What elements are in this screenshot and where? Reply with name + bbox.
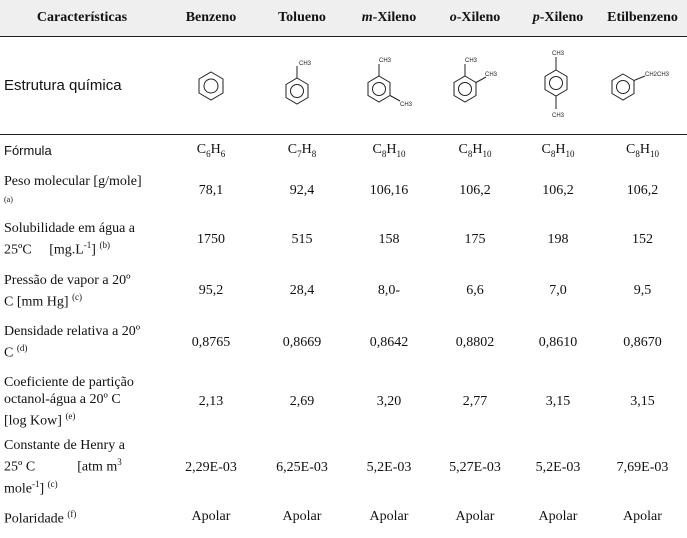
henry-m-xileno: 5,2E-03 [366,459,412,475]
densidade-line1: Densidade relativa a 20º [4,324,141,340]
densidade-tolueno: 0,8669 [282,334,322,350]
formula-c: C [458,142,468,158]
peso-label [0,167,164,215]
pressao-ref: (c) [72,291,83,302]
henry-temp: 25º C [4,460,36,475]
solubilidade-line1: Solubilidade em água a [4,221,136,237]
formula-c: C [196,142,207,158]
ethylbenzene-structure-icon [605,66,681,106]
peso-tolueno: 92,4 [289,182,315,198]
benzene-structure-icon [191,66,231,106]
formula-h: H [639,142,650,158]
henry-unit: [atm m [77,460,118,475]
formula-benzeno [164,135,258,167]
table-row-coeficiente [0,368,687,436]
p-xylene-ch3-top: CH3 [552,50,565,57]
ethylbenzene-ethyl-label: CH2CH3 [644,71,669,78]
polaridade-benzeno: Apolar [191,508,231,524]
densidade-ref: (d) [16,343,28,354]
formula-h-count: 8 [311,149,317,160]
p-xylene-ch3-bottom: CH3 [552,112,565,119]
formula-h: H [301,142,312,158]
henry-line1: Constante de Henry a [4,438,125,454]
formula-c: C [541,142,551,158]
formula-c: C [287,142,298,158]
densidade-p-xileno: 0,8610 [538,334,578,350]
formula-c-count: 8 [467,149,473,160]
formula-o-xileno [432,135,518,167]
densidade-m-xileno: 0,8642 [369,334,409,350]
solubilidade-unit: [mg.L [49,242,84,258]
pressao-p-xileno: 7,0 [549,283,567,298]
coeficiente-m-xileno: 3,20 [376,393,402,409]
pressao-etilbenzeno: 9,5 [633,283,652,298]
henry-o-xileno: 5,27E-03 [449,459,501,475]
header-m-xileno [346,0,432,37]
henry-ref: (c) [47,479,58,489]
m-xylene-ch3-side: CH3 [400,101,413,108]
coeficiente-line3: [log Kow] [4,413,62,429]
formula-h: H [386,142,397,158]
header-m-suffix: -Xileno [372,10,417,25]
pressao-line1: Pressão de vapor a 20º [4,272,131,288]
formula-h-count: 6 [220,149,226,160]
formula-tolueno [258,135,346,167]
header-o-xileno [432,0,518,37]
peso-etilbenzeno: 106,2 [626,182,659,198]
solubilidade-benzeno: 1750 [197,231,225,247]
henry-exp-m1: -1 [32,479,40,489]
header-p-xileno [518,0,598,37]
header-etilbenzeno: Etilbenzeno [607,10,678,25]
pressao-label [0,265,164,318]
formula-p-xileno [518,135,598,167]
solubilidade-temp: 25ºC [4,242,32,258]
polaridade-o-xileno: Apolar [455,508,495,524]
structure-o-xileno [432,37,518,135]
coeficiente-etilbenzeno: 3,15 [630,393,655,409]
solubilidade-ref: (b) [99,240,110,251]
o-xylene-ch3-side: CH3 [485,71,498,78]
formula-h: H [472,142,483,158]
formula-etilbenzeno [598,135,687,167]
structure-label: Estrutura química [0,37,164,135]
structure-p-xileno [518,37,598,135]
polaridade-tolueno: Apolar [282,508,322,524]
formula-h-count: 10 [565,149,575,160]
pressao-line2: C [mm Hg] [4,294,69,310]
formula-h-count: 10 [396,149,406,160]
peso-m-xileno: 106,16 [369,182,409,198]
m-xylene-ch3-top: CH3 [379,57,392,64]
formula-row [0,135,687,167]
header-benzeno: Benzeno [185,10,237,25]
structure-tolueno [258,37,346,135]
henry-etilbenzeno: 7,69E-03 [616,459,669,475]
table-row-pressao [0,265,687,318]
densidade-label [0,318,164,368]
henry-tolueno: 6,25E-03 [276,459,328,475]
header-p-prefix: p [532,10,540,25]
solubilidade-m-xileno: 158 [378,231,400,247]
toluene-structure-icon [277,56,327,116]
formula-label: Fórmula [0,135,164,167]
formula-c: C [626,142,636,158]
formula-c-count: 8 [635,149,640,160]
formula-c: C [372,142,382,158]
toluene-ch3-label: CH3 [299,60,312,67]
coeficiente-benzeno: 2,13 [198,393,224,409]
pressao-benzeno: 95,2 [198,283,224,298]
densidade-line2: C [4,345,14,361]
header-o-prefix: o [449,10,457,25]
formula-h-count: 10 [482,149,492,160]
solubilidade-bracket: ] [91,242,96,258]
table-row-solubilidade [0,215,687,265]
coeficiente-label [0,368,164,436]
polaridade-label-text: Polaridade [4,511,64,527]
solubilidade-o-xileno: 175 [464,231,486,247]
o-xylene-ch3-top: CH3 [465,57,478,64]
henry-p-xileno: 5,2E-03 [535,459,581,475]
formula-c-count: 8 [550,149,556,160]
pressao-o-xileno: 6,6 [466,283,484,298]
polaridade-p-xileno: Apolar [538,508,578,524]
formula-c-count: 7 [297,149,302,160]
table-row-henry [0,436,687,500]
coeficiente-ref: (e) [65,410,76,421]
m-xylene-structure-icon [359,54,419,118]
header-row [0,0,687,37]
solubilidade-exp: -1 [83,240,92,251]
pressao-tolueno: 28,4 [289,283,315,298]
polaridade-etilbenzeno: Apolar [623,508,662,524]
formula-m-xileno [346,135,432,167]
henry-bracket: ] [39,481,45,497]
peso-o-xileno: 106,2 [459,182,491,198]
peso-p-xileno: 106,2 [542,182,574,198]
table-row-densidade [0,318,687,368]
formula-c-count: 6 [206,149,211,160]
solubilidade-tolueno: 515 [291,231,313,247]
o-xylene-structure-icon [445,54,505,118]
header-characteristics: Características [36,10,128,25]
henry-benzeno: 2,29E-03 [185,459,237,475]
densidade-etilbenzeno: 0,8670 [623,334,662,350]
peso-label-text: Peso molecular [g/mole] [4,174,142,189]
coeficiente-p-xileno: 3,15 [545,393,571,409]
solubilidade-label [0,215,164,265]
polaridade-label [0,500,164,534]
table-row-polaridade [0,500,687,534]
henry-mole: mole [4,481,32,497]
p-xylene-structure-icon [536,48,580,124]
densidade-o-xileno: 0,8802 [455,334,495,350]
polaridade-m-xileno: Apolar [369,508,409,524]
header-o-suffix: -Xileno [456,10,501,25]
header-m-prefix: m [361,10,373,25]
structure-etilbenzeno [598,37,687,135]
coeficiente-line2: octanol-água a 20º C [4,391,121,407]
formula-h: H [210,142,221,158]
henry-exp-3: 3 [117,457,122,468]
polaridade-ref: (f) [67,508,77,519]
pressao-m-xileno: 8,0- [377,283,401,298]
header-tolueno: Tolueno [278,10,326,25]
structure-m-xileno [346,37,432,135]
formula-h: H [555,142,566,158]
coeficiente-o-xileno: 2,77 [462,393,488,409]
formula-c-count: 8 [381,149,387,160]
solubilidade-etilbenzeno: 152 [632,231,653,247]
structure-benzeno [164,37,258,135]
coeficiente-tolueno: 2,69 [289,393,315,409]
structure-row [0,37,687,135]
table-row-peso [0,167,687,215]
header-p-suffix: -Xileno [539,10,584,25]
formula-h-count: 10 [649,149,659,160]
coeficiente-line1: Coeficiente de partição [4,374,134,390]
peso-benzeno: 78,1 [198,182,224,198]
henry-label [0,436,164,500]
solubilidade-p-xileno: 198 [547,231,569,247]
peso-ref: (a) [4,195,13,204]
densidade-benzeno: 0,8765 [191,334,231,350]
